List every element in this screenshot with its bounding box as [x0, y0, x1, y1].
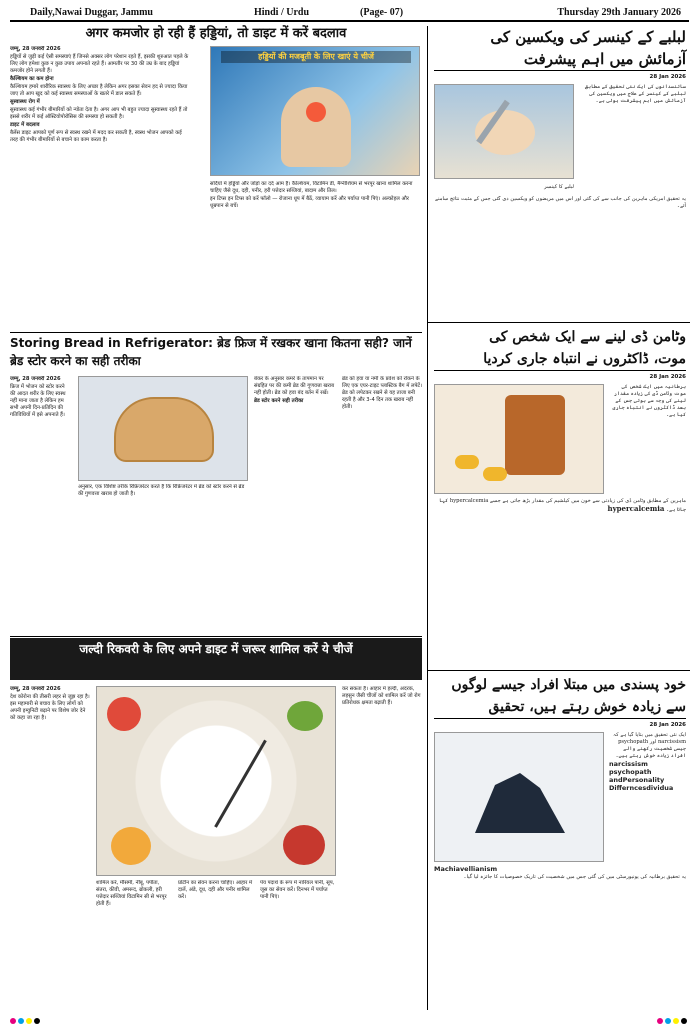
- recovery-p5: कर सकता है। आहार में हल्दी, अदरक, लहसुन जैसी चीजों को शामिल करें जो रोग प्रतिरोधक क्षमता बढ़ाती हैं।: [342, 686, 421, 706]
- vitamin-headline-1: وٹامن ڈی لینے سے ایک شخص کی: [489, 329, 686, 345]
- right-column: [427, 26, 689, 1010]
- bones-sub1: कैल्शियम का कम होना: [10, 76, 54, 82]
- bread-p4: ब्रेड को हवा या नमी के प्रवेश को रोकने के लिए एक एयर-टाइट प्लास्टिक बैग में लपेटें। ब्रेड को लपेटकर रखने से यह ताजा बनी रहती है और 3-4 दिन तक खराब नहीं होती।: [342, 376, 422, 410]
- narcissism-headline-2: سے زیادہ خوش رہتے ہیں، تحقیق: [434, 696, 686, 719]
- divider: [428, 322, 690, 323]
- bread-image: [78, 376, 248, 481]
- narcissism-date: 28 Jan 2026: [649, 722, 686, 728]
- narcissism-term-3: Machiavellianism: [434, 866, 498, 873]
- divider: [428, 670, 690, 671]
- bones-image-caption: हड्डियों की मजबूती के लिए खाएं ये चीजें: [221, 51, 411, 63]
- narcissism-term-5: Differncesdividua: [609, 784, 674, 792]
- recovery-col4: [260, 880, 336, 1006]
- recovery-col5: [342, 686, 422, 1006]
- recovery-p4: पेय पदार्थ के रूप में नारियल पानी, सूप, जूस का सेवन करें। दिनभर में पर्याप्त पानी पिएं।: [260, 880, 335, 900]
- tomato-icon: [107, 697, 141, 731]
- newspaper-name: Daily,Nawai Duggar, Jammu: [30, 7, 153, 18]
- narcissism-term-2: psychopath: [609, 768, 652, 776]
- divider: [10, 332, 422, 333]
- bread-headline-en: Storing Bread in Refrigerator:: [10, 336, 213, 350]
- narcissism-terms: [609, 732, 686, 862]
- article-bones: [10, 26, 422, 332]
- bones-p3: सुस्वास्थ्य कई गंभीर बीमारियों को न्योता देता है। अगर आप भी बहुत ज्यादा सुस्वास्थ्य रहते हैं तो इससे शरीर में कई ऑस्टियोपोरोसिस की समस्या हो सकती है।: [10, 107, 188, 120]
- bones-col1: [10, 46, 190, 331]
- silhouette-illustration: [465, 773, 565, 833]
- divider: [10, 636, 422, 637]
- bread-headline-hi: ब्रेड फ्रिज में रखकर खाना कितना सही? जानें ब्रेड स्टोर करने का सही तरीका: [10, 336, 412, 368]
- bones-p5: सर्दियों में हड्डियों और जोड़ों का दर्द आम है। कैल्शियम, विटामिन डी, मैग्नीशियम से भरपूर खाना शामिल करना चाहिए जैसे दूध, दही, पनीर, हरी पत्तेदार सब्जियां, बादाम और तिल।: [210, 181, 413, 194]
- bread-sub: ब्रेड स्टोर करने सही तरीका: [254, 398, 304, 404]
- cancer-caption: لبلبے کا کینسر: [544, 184, 574, 190]
- bread-col2: [78, 484, 248, 634]
- bread-col3: [254, 376, 336, 631]
- narcissism-col-bottom: [434, 866, 686, 1006]
- pill-bottle: [505, 395, 565, 475]
- bread-p2: अनुसार, एक विशिष्ट तरीके रिफ्रिजरेटर करते हैं कि रिफ्रिजरेटर में ब्रेड को स्टोर करने से ब्रेड की गुणवत्ता खराब हो जाती है।: [78, 484, 245, 497]
- vitamin-headline-2: موت، ڈاکٹروں نے انتباہ جاری کردیا: [434, 348, 686, 371]
- bones-p2: कैल्शियम हमारे शारीरिक स्वास्थ्य के लिए अच्छा है लेकिन अगर इसका सेवन हद से ज्यादा किया जाए तो आप खुद को कई स्वास्थ्य समस्याओं के खतरे में डाल सकते हैं।: [10, 84, 188, 97]
- knee-illustration: [281, 87, 351, 167]
- recovery-p1: देश कोरोना की तीसरी लहर से जूझ रहा है। इस महामारी से बचाव के लिए लोगों को अपनी इम्युनिटी बढ़ाने पर विशेष जोर देने को कहा जा रहा है।: [10, 694, 90, 721]
- vitamin-p1: برطانیہ میں ایک شخص کی موت وٹامن ڈی کی زیادہ مقدار لینے کی وجہ سے ہوئی جس کے بعد ڈاکٹروں نے انتباہ جاری کیا ہے۔: [612, 384, 686, 418]
- narcissism-term-4: andPersonality: [609, 776, 665, 784]
- bones-headline: अगर कमजोर हो रही हैं हड्डियां, तो डाइट में करें बदलाव: [85, 26, 347, 41]
- vitamin-p2: ماہرین کے مطابق وٹامن ڈی کی زیادتی سے خون میں کیلشیم کی مقدار بڑھ جاتی ہے جسے hypercalcemia کہا جاتا ہے۔ hypercalcemia: [439, 498, 686, 513]
- joint-highlight: [306, 102, 326, 122]
- bones-sub2: सुस्वास्थ्य रोग में: [10, 99, 40, 105]
- bread-col4: [342, 376, 422, 631]
- vitamin-term: hypercalcemia: [607, 504, 665, 513]
- bones-dateline: जम्मू, 28 जनवरी 2026: [10, 46, 61, 52]
- issue-date: Thursday 29th January 2026: [557, 7, 681, 18]
- color-registration-right: [657, 1009, 689, 1024]
- narcissism-headline-1: خود پسندی میں مبتلا افراد جیسے لوگوں: [451, 677, 686, 693]
- bread-loaf: [114, 397, 214, 462]
- bread-dateline: जम्मू, 28 जनवरी 2026: [10, 376, 61, 382]
- berries-icon: [283, 825, 325, 865]
- recovery-headline: जल्दी रिकवरी के लिए अपने डाइट में जरूर शामिल करें ये चीजें: [10, 638, 422, 680]
- bones-p4: बैलेंस डाइट आपको पूर्ण रूप से स्वस्थ रखने में मदद कर सकती है, स्वस्थ भोजन आपको कई तरह की गंभीर बीमारियों से बचाने का काम करता है।: [10, 130, 182, 143]
- recovery-image: [96, 686, 336, 876]
- narcissism-image: [434, 732, 604, 862]
- clock-hand: [214, 740, 267, 828]
- recovery-col1: [10, 686, 90, 1006]
- cancer-image: [434, 84, 574, 179]
- capsule-icon: [455, 455, 479, 469]
- vitamin-image: [434, 384, 604, 494]
- page-number: (Page- 07): [360, 7, 404, 18]
- cancer-date: 28 Jan 2026: [649, 74, 686, 80]
- bread-p3: बेकर के अनुसार कमरे के तापमान पर संग्रहित पर की कमी ब्रेड की गुणवत्ता खराब नहीं होती। ब्रेड को हवा बंद बर्तन में रखें।: [254, 376, 335, 396]
- bread-p1: फ्रिज में भोजन को स्टोर करने की आदत शरीर के लिए स्वस्थ नहीं माना जाता है लेकिन हम सभी अपनी दिन-प्रतिदिन की गतिविधियों में इसे अपनाते हैं।: [10, 384, 66, 418]
- bones-p1: हड्डियों से जुड़ी कई ऐसी समस्याएं हैं जिनसे अक्सर लोग परेशान रहते हैं, इसकी शुरुआत पहले के लिए लोग हमेशा कुछ न कुछ उपाय अपनाते रहते हैं। आमतौर पर 30 की उम्र के बाद हड्डियां कमजोर होने लगती हैं।: [10, 54, 189, 74]
- page-footer: [0, 1012, 699, 1024]
- masthead: [10, 6, 689, 22]
- urdu-article-vitamin: [434, 326, 686, 666]
- recovery-p2: शामिल करें, मौसमी, नींबू, पपीता, संतरा, कीवी, अमरूद, ब्रोकली, हरी पत्तेदार सब्जियां विटामिन सी से भरपूर होती हैं।: [96, 880, 167, 907]
- recovery-col2: [96, 880, 172, 1006]
- article-recovery: [10, 638, 422, 1010]
- bones-sub3: डाइट में बदलाव: [10, 122, 40, 128]
- color-registration-left: [10, 1009, 42, 1024]
- broccoli-icon: [287, 701, 323, 731]
- bread-col1: [10, 376, 70, 631]
- orange-icon: [111, 827, 151, 865]
- narcissism-p2: یہ تحقیق برطانیہ کی یونیورسٹی میں کی گئی جس میں شخصیت کی تاریک خصوصیات کا جائزہ لیا گیا۔: [463, 874, 686, 880]
- article-bread: [10, 334, 422, 634]
- language-label: Hindi / Urdu: [254, 7, 310, 18]
- bread-headline: [10, 334, 422, 370]
- narcissism-term-1: narcissism: [609, 760, 648, 768]
- cancer-p1: سائنسدانوں کی ایک نئی تحقیق کے مطابق لبلبے کے کینسر کے علاج میں ویکسین کی آزمائش میں اہم پیشرفت ہوئی ہے۔: [584, 84, 686, 104]
- cancer-p2: یہ تحقیق امریکی ماہرین کی جانب سے کی گئی اور اس میں مریضوں کو ویکسین دی گئی جس کے مثبت نتائج سامنے آئے۔: [435, 196, 686, 209]
- recovery-col3: [178, 880, 254, 1006]
- urdu-article-narcissism: [434, 674, 686, 1010]
- recovery-dateline: जम्मू, 28 जनवरी 2026: [10, 686, 61, 692]
- vitamin-date: 28 Jan 2026: [649, 374, 686, 380]
- capsule-icon: [483, 467, 507, 481]
- cancer-headline-1: لبلبے کے کینسر کی ویکسین کی: [490, 28, 686, 46]
- urdu-article-cancer: [434, 26, 686, 318]
- narcissism-p1: ایک نئی تحقیق میں بتایا گیا ہے کہ narcissism اور psychopath جیسی شخصیت رکھنے والے افراد زیادہ خوش رہتے ہیں۔: [613, 732, 686, 759]
- cancer-headline-2: آزمائش میں اہم پیشرفت: [434, 48, 686, 71]
- recovery-p3: प्रोटीन का सेवन करना चाहिए। आहार में दालें, अंडे, दूध, दही और पनीर शामिल करें।: [178, 880, 253, 900]
- bones-p6: इन टिप्स इन टिप्स को करें फॉलो — रोजाना धूप में बैठें, व्यायाम करें और पर्याप्त पानी पिएं। अल्कोहल और धूम्रपान से बचें।: [210, 196, 409, 209]
- bones-image: [210, 46, 420, 176]
- bones-col2: [210, 181, 420, 331]
